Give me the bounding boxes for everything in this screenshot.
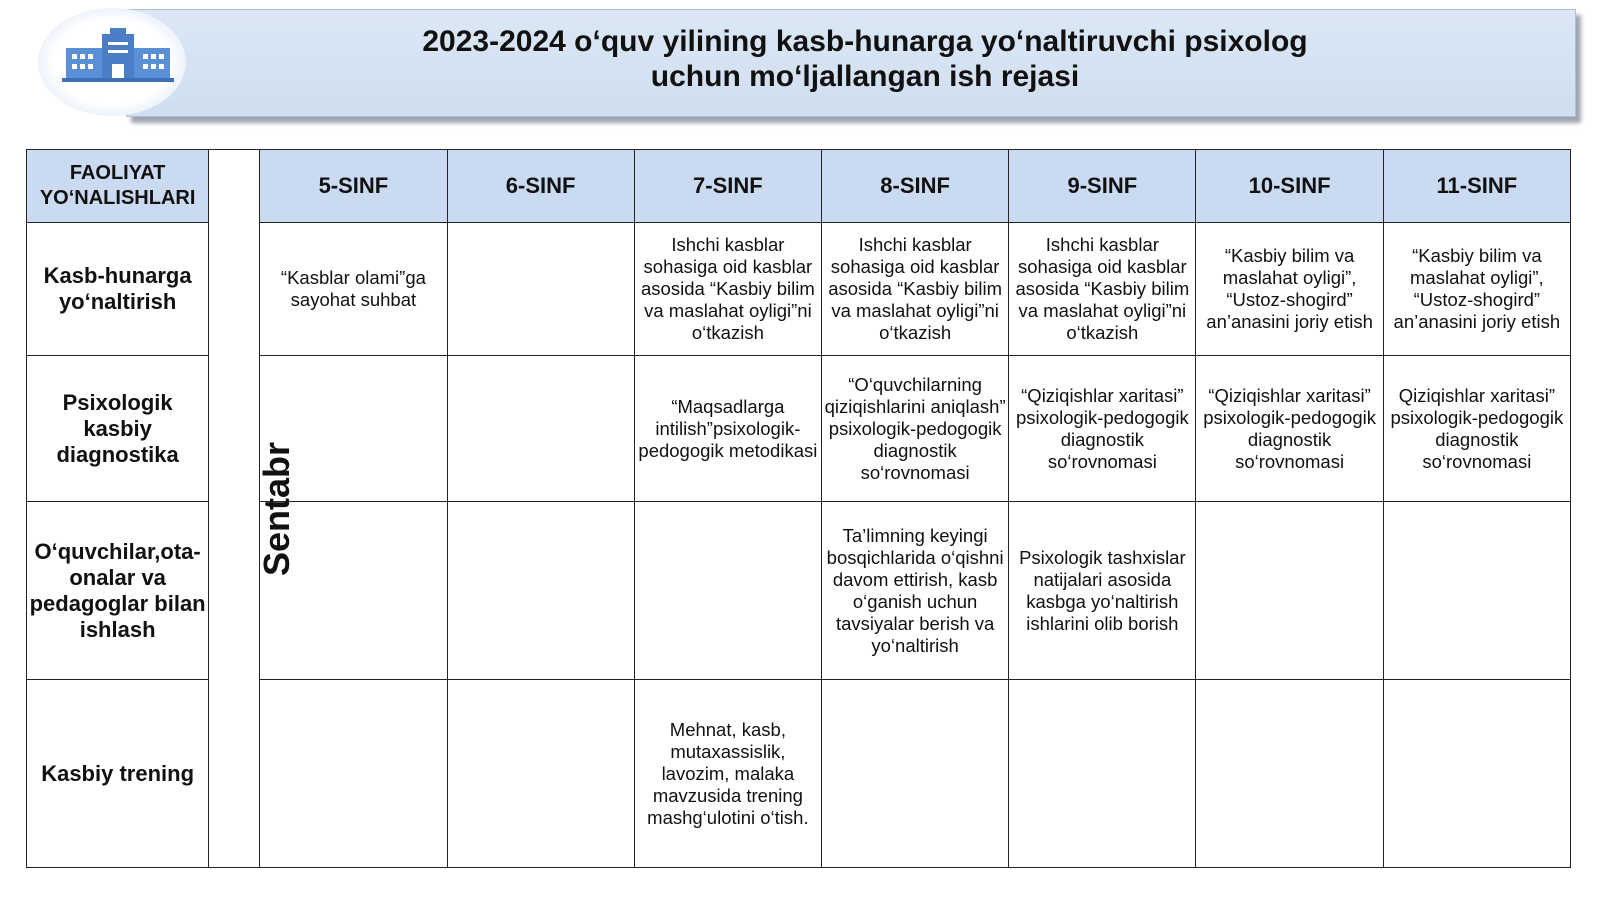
column-header: 10-SINF (1196, 150, 1383, 223)
table-cell (1196, 680, 1383, 868)
work-plan-table (26, 149, 1571, 868)
table-cell: “Kasblar olami”ga sayohat suhbat (260, 223, 447, 356)
row-header: O‘quvchilar,ota-onalar va pedagoglar bilan ishlash (27, 502, 209, 680)
table-cell (447, 680, 634, 868)
table-cell (447, 356, 634, 502)
table-cell: Ishchi kasblar sohasiga oid kasblar asosida “Kasbiy bilim va maslahat oyligi”ni o‘tkazish (634, 223, 821, 356)
column-header: 9-SINF (1009, 150, 1196, 223)
table-cell (1196, 502, 1383, 680)
column-header: 8-SINF (822, 150, 1009, 223)
table-cell: “Qiziqishlar xaritasi” psixologik-pedogogik diagnostik so‘rovnomasi (1009, 356, 1196, 502)
table-cell (1383, 502, 1570, 680)
table-cell: “O‘quvchilarning qiziqishlarini aniqlash” psixologik-pedogogik diagnostik so‘rovnomasi (822, 356, 1009, 502)
table-cell: “Kasbiy bilim va maslahat oyligi”, “Ustoz-shogird” an’anasini joriy etish (1383, 223, 1570, 356)
table-cell (822, 680, 1009, 868)
column-header: 6-SINF (447, 150, 634, 223)
table-cell (1009, 680, 1196, 868)
table-cell: Ishchi kasblar sohasiga oid kasblar asosida “Kasbiy bilim va maslahat oyligi”ni o‘tkazish (1009, 223, 1196, 356)
table-cell: Psixologik tashxislar natijalari asosida kasbga yo‘naltirish ishlarini olib borish (1009, 502, 1196, 680)
row-header: Psixologik kasbiy diagnostika (27, 356, 209, 502)
school-building-icon (62, 26, 174, 82)
table-cell: “Qiziqishlar xaritasi” psixologik-pedogogik diagnostik so‘rovnomasi (1196, 356, 1383, 502)
row-header: Kasbiy trening (27, 680, 209, 868)
table-cell: Mehnat, kasb, mutaxassislik, lavozim, malaka mavzusida trening mashg‘ulotini o‘tish. (634, 680, 821, 868)
column-header: 7-SINF (634, 150, 821, 223)
table-cell (447, 502, 634, 680)
title-line-2: uchun mo‘ljallangan ish rejasi (650, 60, 1080, 93)
corner-header: FAOLIYAT YO‘NALISHLARI (27, 150, 209, 223)
table-cell: “Maqsadlarga intilish”psixologik-pedogogik metodikasi (634, 356, 821, 502)
column-header: 5-SINF (260, 150, 447, 223)
month-column (209, 150, 298, 868)
table-cell (634, 502, 821, 680)
month-label: Sentabr (256, 441, 298, 576)
table-cell: Qiziqishlar xaritasi” psixologik-pedogogik diagnostik so‘rovnomasi (1383, 356, 1570, 502)
table-cell: “Kasbiy bilim va maslahat oyligi”, “Ustoz-shogird” an’anasini joriy etish (1196, 223, 1383, 356)
table-cell (1383, 680, 1570, 868)
table-cell (260, 680, 447, 868)
table-cell: Ishchi kasblar sohasiga oid kasblar asosida “Kasbiy bilim va maslahat oyligi”ni o‘tkazish (822, 223, 1009, 356)
table-cell (447, 223, 634, 356)
row-header: Kasb-hunarga yo‘naltirish (27, 223, 209, 356)
column-header: 11-SINF (1383, 150, 1570, 223)
table-header-row (27, 150, 1571, 223)
table-cell: Ta’limning keyingi bosqichlarida o‘qishni davom ettirish, kasb o‘ganish uchun tavsiyalar berish va yo‘naltirish (822, 502, 1009, 680)
page-title (200, 24, 1530, 94)
title-line-1: 2023-2024 o‘quv yilining kasb-hunarga yo‘naltiruvchi psixolog (422, 25, 1308, 58)
